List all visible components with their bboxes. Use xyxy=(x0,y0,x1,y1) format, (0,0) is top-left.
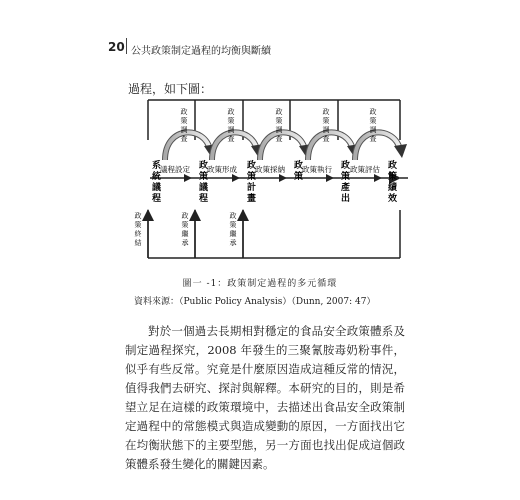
label-policy-termination: 政策終結 xyxy=(134,212,142,248)
page-number: 20 xyxy=(108,40,125,54)
figure-source: 資料來源：（Public Policy Analysis）（Dunn, 2007: 47） xyxy=(134,297,376,307)
box-policy-output: 政策產出 xyxy=(339,160,349,204)
box-policy-plan: 政策計畫 xyxy=(245,160,255,204)
feedback-loop-5 xyxy=(355,132,407,160)
figure-caption: 圖一 -1：政策制定過程的多元循環 xyxy=(182,279,338,289)
label-policy-evaluation: 政策評估 xyxy=(350,165,380,174)
label-policy-succession-1: 政策繼承 xyxy=(181,212,189,248)
body-paragraph: 對於一個過去長期相對穩定的食品安全政策體系及制定過程探究，2008 年發生的三聚氰胺毒奶粉事件，似乎有些反常。究竟是什麼原因造成這種反常的情況，值得我們去研究、探討與解釋。本研究的目的，則是希望立足在這樣的政策環境中，去描述出食品安全政策制定過程中的常態模式與造成變動的原因，一方面找出它在均衡狀態下的主要型態，另一方面也找出促成這個政策體系發生變化的關鍵因素。 xyxy=(125,324,405,471)
label-policy-formulation: 政策形成 xyxy=(207,165,237,174)
box-policy-agenda: 政策議程 xyxy=(197,160,207,204)
monitor-label-3: 政策調查 xyxy=(275,108,283,144)
label-policy-adoption: 政策採納 xyxy=(255,165,285,174)
label-policy-succession-2: 政策繼承 xyxy=(229,212,237,248)
monitor-label-2: 政策調查 xyxy=(227,108,235,144)
label-policy-implementation: 政策執行 xyxy=(302,165,332,174)
feedback-loop-3 xyxy=(260,132,312,160)
monitor-label-5: 政策調查 xyxy=(369,108,377,144)
monitor-label-1: 政策調查 xyxy=(180,108,188,144)
label-agenda-setting: 議程設定 xyxy=(160,165,190,174)
box-policy-performance: 政策績效 xyxy=(386,160,396,204)
box-policy: 政策 xyxy=(292,160,302,182)
body-text xyxy=(125,322,405,474)
running-header: 公共政策制定過程的均衡與斷續 xyxy=(131,46,271,57)
feedback-loop-2 xyxy=(212,132,264,160)
box-system-agenda: 系統議程 xyxy=(150,160,160,204)
intro-text: 過程，如下圖： xyxy=(128,82,213,96)
monitor-label-4: 政策調查 xyxy=(322,108,330,144)
